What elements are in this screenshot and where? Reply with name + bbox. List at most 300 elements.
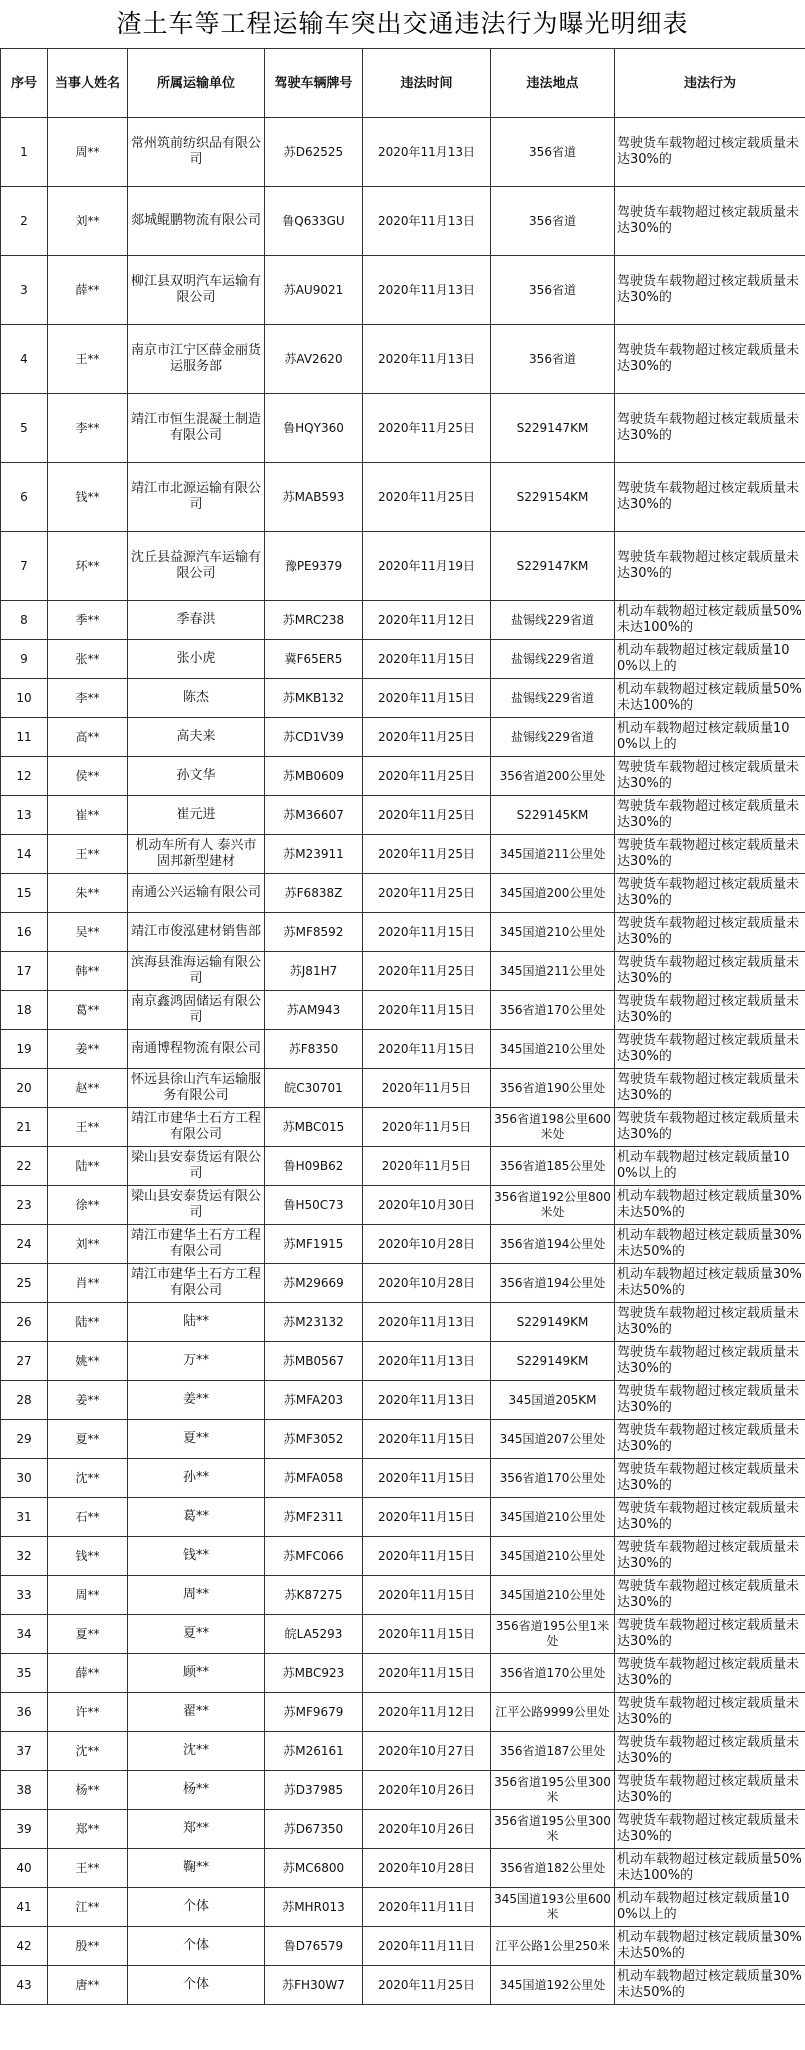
cell-place: 356省道185公里处: [491, 1147, 615, 1186]
cell-plate: 鲁H50C73: [265, 1186, 363, 1225]
table-row: [1, 118, 805, 187]
cell-act: 驾驶货车载物超过核定载质量未达30%的: [615, 913, 805, 952]
cell-no: 9: [1, 640, 48, 679]
cell-no: 30: [1, 1459, 48, 1498]
cell-plate: 苏AU9021: [265, 256, 363, 325]
table-row: [1, 913, 805, 952]
cell-plate: 苏K87275: [265, 1576, 363, 1615]
table-row: [1, 1849, 805, 1888]
cell-act: 驾驶货车载物超过核定载质量未达30%的: [615, 1459, 805, 1498]
cell-no: 28: [1, 1381, 48, 1420]
cell-no: 16: [1, 913, 48, 952]
cell-no: 10: [1, 679, 48, 718]
header-name: 当事人姓名: [48, 49, 128, 118]
header-place: 违法地点: [491, 49, 615, 118]
table-row: [1, 835, 805, 874]
cell-time: 2020年10月30日: [363, 1186, 491, 1225]
cell-act: 驾驶货车载物超过核定载质量未达30%的: [615, 1732, 805, 1771]
cell-unit: 杨**: [128, 1771, 265, 1810]
cell-unit: 南通公兴运输有限公司: [128, 874, 265, 913]
cell-time: 2020年11月13日: [363, 1342, 491, 1381]
cell-time: 2020年11月15日: [363, 1654, 491, 1693]
cell-name: 周**: [48, 1576, 128, 1615]
cell-place: 345国道205KM: [491, 1381, 615, 1420]
cell-plate: 苏M23132: [265, 1303, 363, 1342]
cell-unit: 万**: [128, 1342, 265, 1381]
cell-name: 吴**: [48, 913, 128, 952]
table-row: [1, 256, 805, 325]
cell-place: S229149KM: [491, 1342, 615, 1381]
cell-unit: 梁山县安泰货运有限公司: [128, 1147, 265, 1186]
cell-plate: 苏M36607: [265, 796, 363, 835]
cell-act: 驾驶货车载物超过核定载质量未达30%的: [615, 1342, 805, 1381]
cell-unit: 郑**: [128, 1810, 265, 1849]
cell-time: 2020年11月25日: [363, 952, 491, 991]
cell-no: 31: [1, 1498, 48, 1537]
table-row: [1, 1264, 805, 1303]
cell-place: 江平公路1公里250米: [491, 1927, 615, 1966]
cell-act: 机动车载物超过核定载质量30%未达50%的: [615, 1186, 805, 1225]
cell-plate: 苏MKB132: [265, 679, 363, 718]
table-row: [1, 1771, 805, 1810]
cell-place: S229145KM: [491, 796, 615, 835]
table-row: [1, 952, 805, 991]
cell-unit: 机动车所有人 泰兴市固邦新型建材: [128, 835, 265, 874]
table-row: [1, 187, 805, 256]
table-row: [1, 394, 805, 463]
cell-name: 张**: [48, 640, 128, 679]
cell-plate: 苏MBC923: [265, 1654, 363, 1693]
cell-no: 34: [1, 1615, 48, 1654]
table-row: [1, 1498, 805, 1537]
table-row: [1, 1303, 805, 1342]
cell-no: 42: [1, 1927, 48, 1966]
cell-name: 夏**: [48, 1420, 128, 1459]
cell-no: 20: [1, 1069, 48, 1108]
cell-name: 李**: [48, 394, 128, 463]
cell-name: 钱**: [48, 463, 128, 532]
cell-plate: 苏AV2620: [265, 325, 363, 394]
cell-act: 驾驶货车载物超过核定载质量未达30%的: [615, 325, 805, 394]
cell-plate: 苏MFA058: [265, 1459, 363, 1498]
cell-place: 345国道193公里600米: [491, 1888, 615, 1927]
table-row: [1, 601, 805, 640]
cell-act: 驾驶货车载物超过核定载质量未达30%的: [615, 118, 805, 187]
cell-act: 机动车载物超过核定载质量30%未达50%的: [615, 1264, 805, 1303]
cell-name: 韩**: [48, 952, 128, 991]
header-unit: 所属运输单位: [128, 49, 265, 118]
cell-place: 345国道192公里处: [491, 1966, 615, 2005]
cell-time: 2020年11月25日: [363, 835, 491, 874]
cell-no: 12: [1, 757, 48, 796]
cell-no: 33: [1, 1576, 48, 1615]
cell-no: 43: [1, 1966, 48, 2005]
table-row: [1, 1342, 805, 1381]
cell-name: 殷**: [48, 1927, 128, 1966]
cell-no: 40: [1, 1849, 48, 1888]
cell-name: 薛**: [48, 1654, 128, 1693]
cell-place: 356省道: [491, 325, 615, 394]
cell-place: 356省道198公里600米处: [491, 1108, 615, 1147]
cell-name: 王**: [48, 325, 128, 394]
cell-plate: 苏MFC066: [265, 1537, 363, 1576]
cell-place: 356省道195公里300米: [491, 1810, 615, 1849]
cell-name: 李**: [48, 679, 128, 718]
cell-unit: 崔元进: [128, 796, 265, 835]
cell-act: 驾驶货车载物超过核定载质量未达30%的: [615, 1498, 805, 1537]
cell-plate: 苏MF8592: [265, 913, 363, 952]
cell-name: 陆**: [48, 1147, 128, 1186]
cell-name: 陆**: [48, 1303, 128, 1342]
cell-unit: 个体: [128, 1927, 265, 1966]
cell-unit: 个体: [128, 1966, 265, 2005]
cell-no: 1: [1, 118, 48, 187]
cell-time: 2020年11月15日: [363, 991, 491, 1030]
cell-unit: 靖江市恒生混凝土制造有限公司: [128, 394, 265, 463]
cell-plate: 苏FH30W7: [265, 1966, 363, 2005]
cell-name: 许**: [48, 1693, 128, 1732]
cell-unit: 姜**: [128, 1381, 265, 1420]
cell-unit: 靖江市建华土石方工程有限公司: [128, 1108, 265, 1147]
cell-unit: 夏**: [128, 1615, 265, 1654]
cell-place: 盐锡线229省道: [491, 718, 615, 757]
cell-plate: 苏M26161: [265, 1732, 363, 1771]
cell-plate: 苏MB0609: [265, 757, 363, 796]
table-row: [1, 1810, 805, 1849]
cell-no: 25: [1, 1264, 48, 1303]
cell-time: 2020年11月15日: [363, 679, 491, 718]
cell-plate: 皖C30701: [265, 1069, 363, 1108]
cell-no: 23: [1, 1186, 48, 1225]
cell-name: 季**: [48, 601, 128, 640]
cell-place: 345国道210公里处: [491, 1537, 615, 1576]
cell-plate: 苏MRC238: [265, 601, 363, 640]
cell-act: 驾驶货车载物超过核定载质量未达30%的: [615, 1030, 805, 1069]
cell-unit: 翟**: [128, 1693, 265, 1732]
cell-act: 驾驶货车载物超过核定载质量未达30%的: [615, 757, 805, 796]
cell-place: 江平公路9999公里处: [491, 1693, 615, 1732]
cell-place: 356省道194公里处: [491, 1264, 615, 1303]
cell-place: 345国道210公里处: [491, 913, 615, 952]
cell-plate: 苏MF9679: [265, 1693, 363, 1732]
cell-unit: 靖江市北源运输有限公司: [128, 463, 265, 532]
cell-name: 江**: [48, 1888, 128, 1927]
cell-act: 驾驶货车载物超过核定载质量未达30%的: [615, 256, 805, 325]
cell-unit: 季春洪: [128, 601, 265, 640]
cell-no: 22: [1, 1147, 48, 1186]
cell-unit: 南京市江宁区薛金丽货运服务部: [128, 325, 265, 394]
table-row: [1, 718, 805, 757]
cell-unit: 顾**: [128, 1654, 265, 1693]
cell-unit: 孙**: [128, 1459, 265, 1498]
table-row: [1, 640, 805, 679]
table-row: [1, 1576, 805, 1615]
cell-plate: 苏MF1915: [265, 1225, 363, 1264]
cell-act: 驾驶货车载物超过核定载质量未达30%的: [615, 1576, 805, 1615]
cell-unit: 靖江市建华土石方工程有限公司: [128, 1264, 265, 1303]
cell-time: 2020年11月25日: [363, 796, 491, 835]
cell-place: 356省道170公里处: [491, 991, 615, 1030]
cell-no: 36: [1, 1693, 48, 1732]
cell-place: 356省道: [491, 187, 615, 256]
cell-plate: 苏D37985: [265, 1771, 363, 1810]
cell-time: 2020年11月13日: [363, 1303, 491, 1342]
cell-act: 机动车载物超过核定载质量100%以上的: [615, 640, 805, 679]
cell-place: 356省道182公里处: [491, 1849, 615, 1888]
table-row: [1, 1615, 805, 1654]
table-row: [1, 1693, 805, 1732]
cell-act: 驾驶货车载物超过核定载质量未达30%的: [615, 991, 805, 1030]
cell-unit: 梁山县安泰货运有限公司: [128, 1186, 265, 1225]
cell-time: 2020年11月12日: [363, 601, 491, 640]
cell-unit: 沈丘县益源汽车运输有限公司: [128, 532, 265, 601]
header-no: 序号: [1, 49, 48, 118]
header-row: [1, 49, 805, 118]
cell-act: 驾驶货车载物超过核定载质量未达30%的: [615, 1810, 805, 1849]
table-row: [1, 679, 805, 718]
cell-act: 驾驶货车载物超过核定载质量未达30%的: [615, 532, 805, 601]
cell-time: 2020年11月15日: [363, 1420, 491, 1459]
cell-name: 石**: [48, 1498, 128, 1537]
table-row: [1, 1966, 805, 2005]
cell-no: 7: [1, 532, 48, 601]
cell-name: 王**: [48, 1849, 128, 1888]
cell-name: 王**: [48, 835, 128, 874]
cell-place: 盐锡线229省道: [491, 679, 615, 718]
cell-place: 345国道200公里处: [491, 874, 615, 913]
header-time: 违法时间: [363, 49, 491, 118]
cell-unit: 个体: [128, 1888, 265, 1927]
cell-time: 2020年11月25日: [363, 1966, 491, 2005]
cell-time: 2020年11月25日: [363, 874, 491, 913]
cell-plate: 鲁H09B62: [265, 1147, 363, 1186]
cell-place: 356省道187公里处: [491, 1732, 615, 1771]
cell-plate: 苏MBC015: [265, 1108, 363, 1147]
cell-time: 2020年11月13日: [363, 1381, 491, 1420]
table-row: [1, 532, 805, 601]
cell-act: 机动车载物超过核定载质量30%未达50%的: [615, 1966, 805, 2005]
cell-no: 15: [1, 874, 48, 913]
table-row: [1, 1927, 805, 1966]
cell-name: 赵**: [48, 1069, 128, 1108]
table-row: [1, 1069, 805, 1108]
cell-act: 驾驶货车载物超过核定载质量未达30%的: [615, 952, 805, 991]
cell-plate: 鲁D76579: [265, 1927, 363, 1966]
cell-act: 驾驶货车载物超过核定载质量未达30%的: [615, 1537, 805, 1576]
cell-act: 驾驶货车载物超过核定载质量未达30%的: [615, 1381, 805, 1420]
cell-unit: 常州筑前纺织品有限公司: [128, 118, 265, 187]
cell-plate: 鲁HQY360: [265, 394, 363, 463]
cell-time: 2020年11月13日: [363, 256, 491, 325]
cell-plate: 苏MB0567: [265, 1342, 363, 1381]
cell-plate: 苏MFA203: [265, 1381, 363, 1420]
cell-place: 345国道211公里处: [491, 835, 615, 874]
cell-unit: 葛**: [128, 1498, 265, 1537]
cell-no: 21: [1, 1108, 48, 1147]
cell-act: 机动车载物超过核定载质量30%未达50%的: [615, 1927, 805, 1966]
violation-table: [0, 48, 805, 2005]
cell-act: 驾驶货车载物超过核定载质量未达30%的: [615, 1615, 805, 1654]
table-row: [1, 1732, 805, 1771]
table-header: [1, 49, 805, 118]
cell-plate: 苏M23911: [265, 835, 363, 874]
cell-act: 机动车载物超过核定载质量30%未达50%的: [615, 1225, 805, 1264]
cell-unit: 怀远县徐山汽车运输服务有限公司: [128, 1069, 265, 1108]
cell-act: 驾驶货车载物超过核定载质量未达30%的: [615, 796, 805, 835]
cell-no: 18: [1, 991, 48, 1030]
cell-act: 驾驶货车载物超过核定载质量未达30%的: [615, 1693, 805, 1732]
cell-act: 驾驶货车载物超过核定载质量未达30%的: [615, 463, 805, 532]
cell-time: 2020年10月28日: [363, 1225, 491, 1264]
cell-name: 唐**: [48, 1966, 128, 2005]
cell-time: 2020年10月26日: [363, 1810, 491, 1849]
cell-time: 2020年11月11日: [363, 1927, 491, 1966]
cell-no: 2: [1, 187, 48, 256]
cell-time: 2020年11月15日: [363, 1576, 491, 1615]
cell-act: 驾驶货车载物超过核定载质量未达30%的: [615, 1771, 805, 1810]
cell-time: 2020年11月15日: [363, 1498, 491, 1537]
cell-place: 356省道195公里300米: [491, 1771, 615, 1810]
cell-name: 钱**: [48, 1537, 128, 1576]
cell-unit: 郯城鲲鹏物流有限公司: [128, 187, 265, 256]
cell-unit: 钱**: [128, 1537, 265, 1576]
cell-name: 夏**: [48, 1615, 128, 1654]
cell-no: 19: [1, 1030, 48, 1069]
cell-name: 环**: [48, 532, 128, 601]
cell-time: 2020年11月19日: [363, 532, 491, 601]
cell-no: 8: [1, 601, 48, 640]
table-row: [1, 991, 805, 1030]
table-row: [1, 1381, 805, 1420]
cell-plate: 豫PE9379: [265, 532, 363, 601]
cell-time: 2020年10月28日: [363, 1849, 491, 1888]
cell-plate: 苏MC6800: [265, 1849, 363, 1888]
cell-plate: 苏CD1V39: [265, 718, 363, 757]
cell-no: 13: [1, 796, 48, 835]
cell-no: 35: [1, 1654, 48, 1693]
cell-no: 41: [1, 1888, 48, 1927]
cell-time: 2020年10月27日: [363, 1732, 491, 1771]
cell-unit: 鞠**: [128, 1849, 265, 1888]
cell-name: 刘**: [48, 187, 128, 256]
table-row: [1, 463, 805, 532]
cell-no: 6: [1, 463, 48, 532]
cell-time: 2020年11月25日: [363, 718, 491, 757]
table-row: [1, 757, 805, 796]
table-row: [1, 1108, 805, 1147]
cell-time: 2020年11月5日: [363, 1069, 491, 1108]
cell-act: 驾驶货车载物超过核定载质量未达30%的: [615, 187, 805, 256]
cell-unit: 夏**: [128, 1420, 265, 1459]
cell-time: 2020年11月25日: [363, 757, 491, 796]
cell-act: 驾驶货车载物超过核定载质量未达30%的: [615, 835, 805, 874]
cell-name: 杨**: [48, 1771, 128, 1810]
table-row: [1, 325, 805, 394]
table-body: [1, 118, 805, 2005]
cell-act: 机动车载物超过核定载质量100%以上的: [615, 1888, 805, 1927]
cell-place: 356省道194公里处: [491, 1225, 615, 1264]
cell-name: 王**: [48, 1108, 128, 1147]
cell-no: 4: [1, 325, 48, 394]
cell-place: 356省道170公里处: [491, 1459, 615, 1498]
cell-place: S229149KM: [491, 1303, 615, 1342]
cell-place: 356省道200公里处: [491, 757, 615, 796]
cell-time: 2020年11月11日: [363, 1888, 491, 1927]
cell-act: 驾驶货车载物超过核定载质量未达30%的: [615, 874, 805, 913]
cell-act: 驾驶货车载物超过核定载质量未达30%的: [615, 1069, 805, 1108]
cell-act: 驾驶货车载物超过核定载质量未达30%的: [615, 1108, 805, 1147]
cell-act: 驾驶货车载物超过核定载质量未达30%的: [615, 394, 805, 463]
cell-no: 26: [1, 1303, 48, 1342]
cell-unit: 张小虎: [128, 640, 265, 679]
table-row: [1, 1030, 805, 1069]
table-row: [1, 874, 805, 913]
document-title: 渣土车等工程运输车突出交通违法行为曝光明细表: [116, 9, 689, 38]
table-row: [1, 1654, 805, 1693]
cell-plate: 鲁Q633GU: [265, 187, 363, 256]
cell-unit: 周**: [128, 1576, 265, 1615]
cell-place: S229147KM: [491, 394, 615, 463]
table-row: [1, 1420, 805, 1459]
table-row: [1, 1537, 805, 1576]
cell-time: 2020年11月25日: [363, 394, 491, 463]
cell-place: S229147KM: [491, 532, 615, 601]
cell-no: 11: [1, 718, 48, 757]
cell-plate: 苏F8350: [265, 1030, 363, 1069]
header-plate: 驾驶车辆牌号: [265, 49, 363, 118]
cell-name: 沈**: [48, 1459, 128, 1498]
cell-name: 朱**: [48, 874, 128, 913]
cell-act: 机动车载物超过核定载质量100%以上的: [615, 1147, 805, 1186]
table-row: [1, 1147, 805, 1186]
cell-plate: 苏D62525: [265, 118, 363, 187]
cell-plate: 苏F6838Z: [265, 874, 363, 913]
cell-place: 356省道192公里800米处: [491, 1186, 615, 1225]
cell-time: 2020年11月13日: [363, 118, 491, 187]
cell-unit: 陈杰: [128, 679, 265, 718]
cell-time: 2020年10月26日: [363, 1771, 491, 1810]
cell-no: 39: [1, 1810, 48, 1849]
cell-unit: 南通博程物流有限公司: [128, 1030, 265, 1069]
cell-act: 机动车载物超过核定载质量50%未达100%的: [615, 1849, 805, 1888]
cell-unit: 靖江市俊泓建材销售部: [128, 913, 265, 952]
header-act: 违法行为: [615, 49, 805, 118]
cell-place: 356省道: [491, 118, 615, 187]
cell-no: 37: [1, 1732, 48, 1771]
cell-time: 2020年11月5日: [363, 1147, 491, 1186]
cell-time: 2020年11月5日: [363, 1108, 491, 1147]
cell-name: 葛**: [48, 991, 128, 1030]
cell-time: 2020年11月15日: [363, 913, 491, 952]
cell-name: 郑**: [48, 1810, 128, 1849]
cell-no: 24: [1, 1225, 48, 1264]
cell-name: 侯**: [48, 757, 128, 796]
cell-place: 345国道210公里处: [491, 1030, 615, 1069]
cell-name: 刘**: [48, 1225, 128, 1264]
cell-plate: 苏J81H7: [265, 952, 363, 991]
cell-plate: 皖LA5293: [265, 1615, 363, 1654]
cell-name: 姜**: [48, 1030, 128, 1069]
cell-name: 薛**: [48, 256, 128, 325]
cell-time: 2020年11月13日: [363, 187, 491, 256]
cell-place: 盐锡线229省道: [491, 601, 615, 640]
cell-time: 2020年10月28日: [363, 1264, 491, 1303]
cell-plate: 苏MF2311: [265, 1498, 363, 1537]
table-row: [1, 1186, 805, 1225]
cell-plate: 苏MF3052: [265, 1420, 363, 1459]
table-row: [1, 1459, 805, 1498]
cell-unit: 孙文华: [128, 757, 265, 796]
